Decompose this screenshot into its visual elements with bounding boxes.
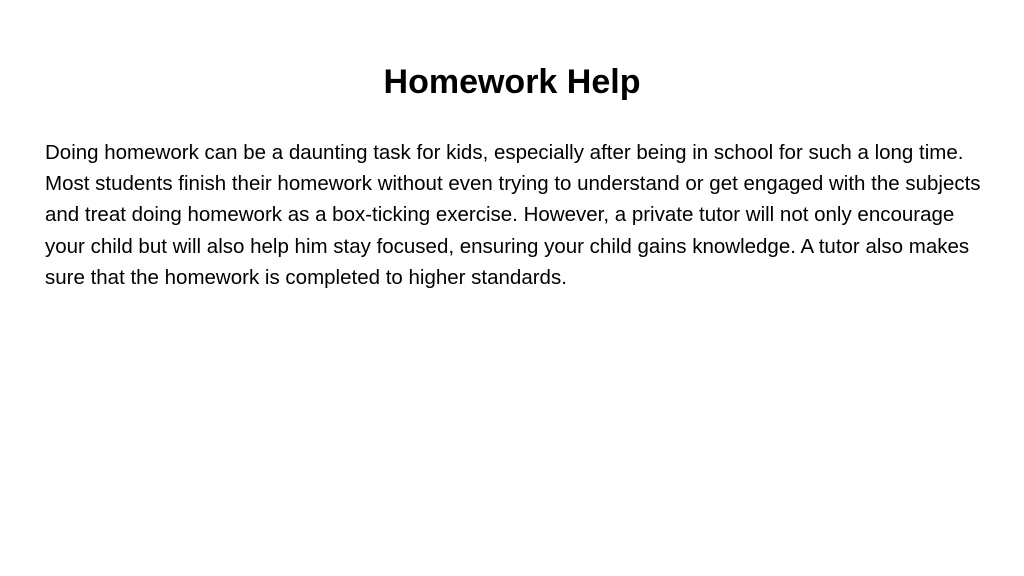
slide-body-text: Doing homework can be a daunting task for kids, especially after being in school for such a long time. Most students finish their homework without even trying to understand or get engaged with the subjects and treat doing homework as a box-ticking exercise. However, a private tutor will not only encourage your child but will also help him stay focused, ensuring your child gains knowledge. A tutor also makes sure that the homework is completed to higher standards. (45, 141, 981, 289)
slide-title: Homework Help (383, 63, 641, 101)
